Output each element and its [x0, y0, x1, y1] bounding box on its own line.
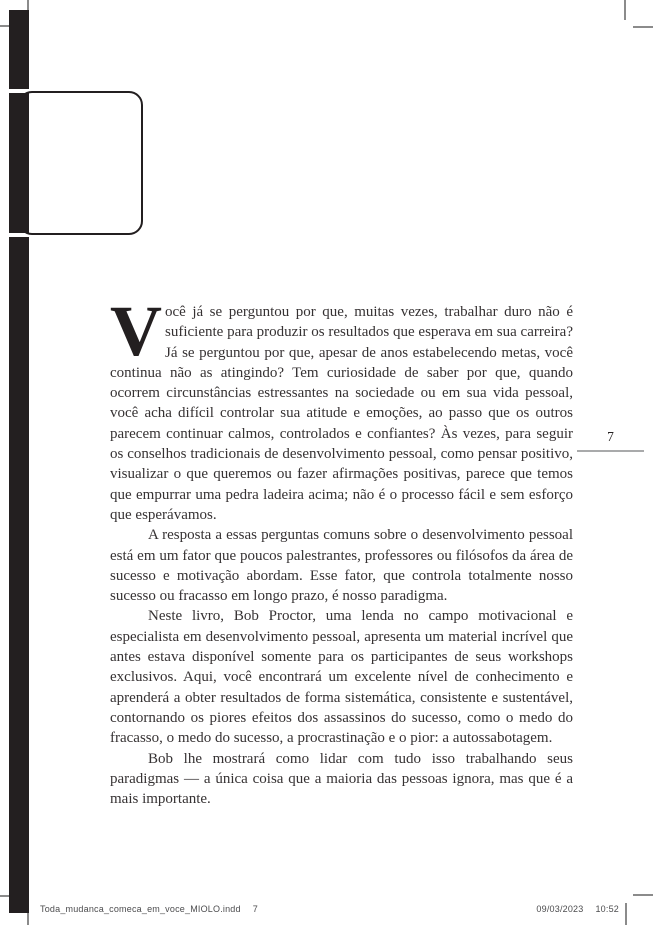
binding-bar-top: [9, 10, 29, 89]
paragraph: A resposta a essas perguntas comuns sobre o desenvolvimento pessoal está em um fator que poucos palestrantes, professores ou filósofos da área de sucesso e motivação abordam. Esse fator, que controla totalmente nosso sucesso ou fracasso em longo prazo, é nosso paradigma.: [110, 527, 573, 605]
footer-slug-right: [536, 903, 619, 915]
crop-mark-bottom-right-vertical: [625, 903, 627, 925]
folio-block: [577, 428, 644, 452]
crop-mark-bottom-right-horizontal: [633, 894, 653, 896]
crop-mark-top-right-horizontal: [633, 26, 653, 28]
body-text: [110, 291, 573, 809]
thumb-index-tab: [18, 91, 143, 235]
opening-paragraph-text: ocê já se perguntou por que, muitas vezes, trabalhar duro não é suficiente para produzir os resultados que esperava em sua carreira? Já se perguntou por que, apesar de anos estabelecendo metas, você continua não as atingindo? Tem curiosidade de saber por que, quando ocorrem circunstâncias estressantes na sociedade ou em sua vida pessoal, você acha difícil controlar sua atitude e emoções, ao passo que os outros parecem continuar calmos, controlados e confiantes? Às vezes, para seguir os conselhos tradicionais de desenvolvimento pessoal, como pensar positivo, visualizar o que queremos ou fazer afirmações positivas, parece que temos que empurrar uma pedra ladeira acima; não é o processo fácil e sem esforço que esperávamos.: [110, 304, 573, 523]
crop-mark-top-right-vertical: [624, 0, 626, 20]
footer-date: 09/03/2023: [536, 904, 584, 914]
binding-bar-bottom: [9, 237, 29, 914]
page-number: 7: [607, 429, 614, 444]
paragraph: Neste livro, Bob Proctor, uma lenda no campo motivacional e especialista em desenvolvimento pessoal, apresenta um material incrível que antes estava disponível somente para os participantes de seus workshops exclusivos. Aqui, você encontrará um excelente nível de conhecimento e aprenderá a obter resultados de forma sistemática, consistente e sustentável, contornando os piores efeitos dos assassinos do sucesso, como o medo do fracasso, o medo do sucesso, a procrastinação e o pior: a autossabotagem.: [110, 608, 573, 747]
page-number-rule: [577, 450, 644, 452]
opening-paragraph: [110, 291, 573, 525]
footer-slug-left: [40, 903, 258, 915]
binding-bar-middle: [9, 93, 29, 233]
footer-filename: Toda_mudanca_comeca_em_voce_MIOLO.indd: [40, 904, 241, 914]
paragraph: Bob lhe mostrará como lidar com tudo isso trabalhando seus paradigmas — a única coisa que a maioria das pessoas ignora, mas que é a mais importante.: [110, 750, 573, 808]
footer-time: 10:52: [595, 904, 619, 914]
drop-cap: V: [110, 291, 159, 371]
footer-page-number: 7: [252, 904, 258, 914]
